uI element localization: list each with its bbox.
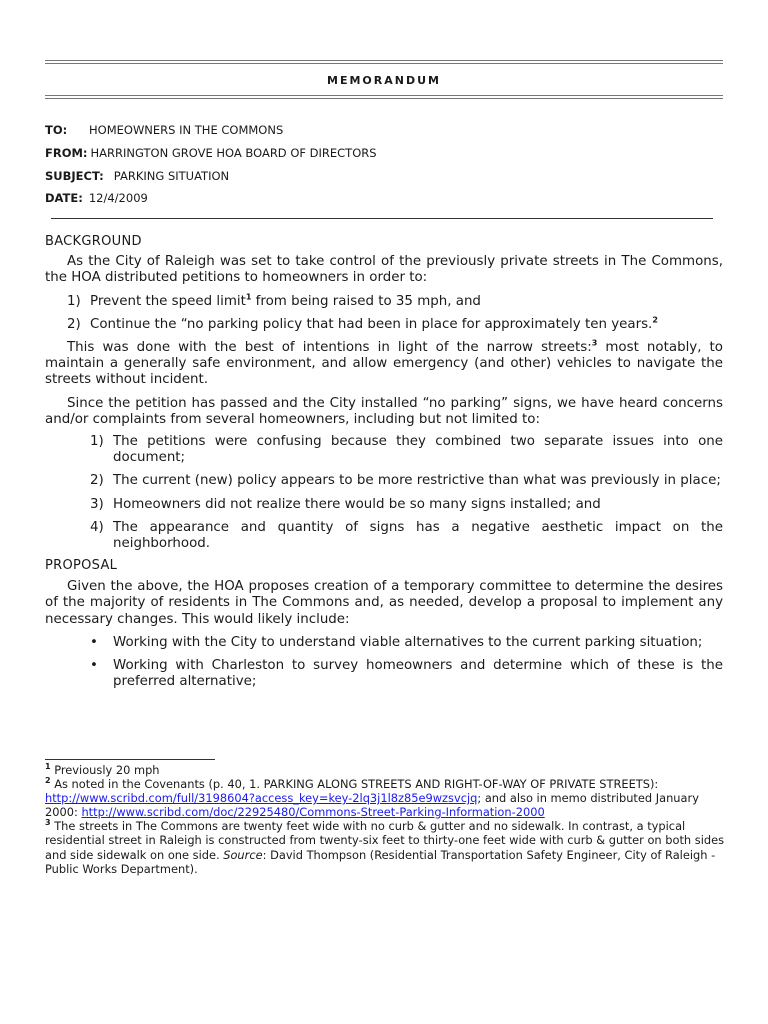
top-double-rule [45, 60, 723, 64]
proposal-paragraph: Given the above, the HOA proposes creation of a temporary committee to determine the desires of the majority of residents in The Commons and, as needed, develop a proposal to implement any necessary changes. This would likely include: [45, 579, 723, 627]
subject-label: SUBJECT: [45, 168, 104, 183]
footnote-1: $^1$ Previously 20 mph [45, 762, 160, 777]
from-label: FROM: [45, 145, 88, 160]
bullet-icon: • [90, 658, 98, 674]
to-line [45, 123, 723, 146]
date-label: DATE: [45, 191, 83, 206]
footnote-separator [45, 759, 215, 760]
from-value: HARRINGTON GROVE HOA BOARD OF DIRECTORS [90, 145, 377, 160]
goal-item: 2) Continue the “no parking policy that had been in place for approximately ten years.$^2$ [67, 315, 658, 332]
footnote-3: $^3$ The streets in The Commons are twenty feet wide with no curb & gutter and no sidewalk. In contrast, a typical residential street in Raleigh is constructed from twenty-six feet to thirty-one feet wide with curb & gutter on both sides and side sidewalk on one side. Source: David Thompson (Residential Transportation Safety Engineer, City of Raleigh - Public Works Department). [45, 818, 725, 876]
concern-item: 3) Homeowners did not realize there would be so many signs installed; and [90, 496, 601, 512]
date-line [45, 191, 723, 214]
background-paragraph-3: Since the petition has passed and the City installed “no parking” signs, we have heard concerns and/or complaints from several homeowners, including but not limited to: [45, 395, 723, 427]
date-value: 12/4/2009 [88, 191, 148, 206]
proposal-bullet: • Working with the City to understand viable alternatives to the current parking situation; [90, 634, 703, 650]
to-label: TO: [45, 123, 68, 137]
to-value: HOMEOWNERS IN THE COMMONS [89, 123, 284, 137]
memo-2000-link[interactable]: http://www.scribd.com/doc/22925480/Commons-Street-Parking-Information-2000 [81, 805, 545, 820]
proposal-heading: PROPOSAL [45, 558, 118, 574]
subject-line [45, 169, 723, 192]
footnotes [45, 763, 735, 876]
background-heading: BACKGROUND [45, 234, 142, 250]
proposal-bullet: • Working with Charleston to survey homeowners and determine which of these is the preferred alternative; [90, 658, 723, 690]
concern-item: 2) The current (new) policy appears to be more restrictive than what was previously in place; [90, 473, 721, 489]
concern-item: 4) The appearance and quantity of signs has a negative aesthetic impact on the neighborhood. [90, 519, 723, 552]
memo-page [45, 0, 723, 690]
goal-item: 1) Prevent the speed limit$^1$ from being raised to 35 mph, and [67, 292, 481, 309]
bullet-icon: • [90, 634, 98, 650]
concern-item: 1) The petitions were confusing because they combined two separate issues into one document; [90, 434, 723, 466]
goal-number: 1) [67, 293, 81, 309]
from-line [45, 146, 723, 169]
background-paragraph-2: This was done with the best of intentions in light of the narrow streets:$^3$ most notably, to maintain a generally safe environment, and allow emergency (and other) vehicles to navigate the streets without incident. [45, 338, 723, 388]
memo-title: MEMORANDUM [327, 74, 441, 87]
covenants-link[interactable]: http://www.scribd.com/full/3198604?access_key=key-2lq3j1l8z85e9wzsvcjq [45, 791, 478, 806]
footnote-2: $^2$ As noted in the Covenants (p. 40, 1. PARKING ALONG STREETS AND RIGHT-OF-WAY OF PRIVATE STREETS): http://www.scribd.com/full/3198604?access_key=key-2lq3j1l8z85e9wzsvcjq; and also in memo distributed January 2000: http://www.scribd.com/doc/22925480/Commons-Street-Parking-Information-2000 [45, 776, 699, 820]
goal-number: 2) [67, 316, 81, 332]
subject-value: PARKING SITUATION [113, 168, 230, 183]
background-intro: As the City of Raleigh was set to take control of the previously private streets in The Commons, the HOA distributed petitions to homeowners in order to: [45, 254, 723, 286]
